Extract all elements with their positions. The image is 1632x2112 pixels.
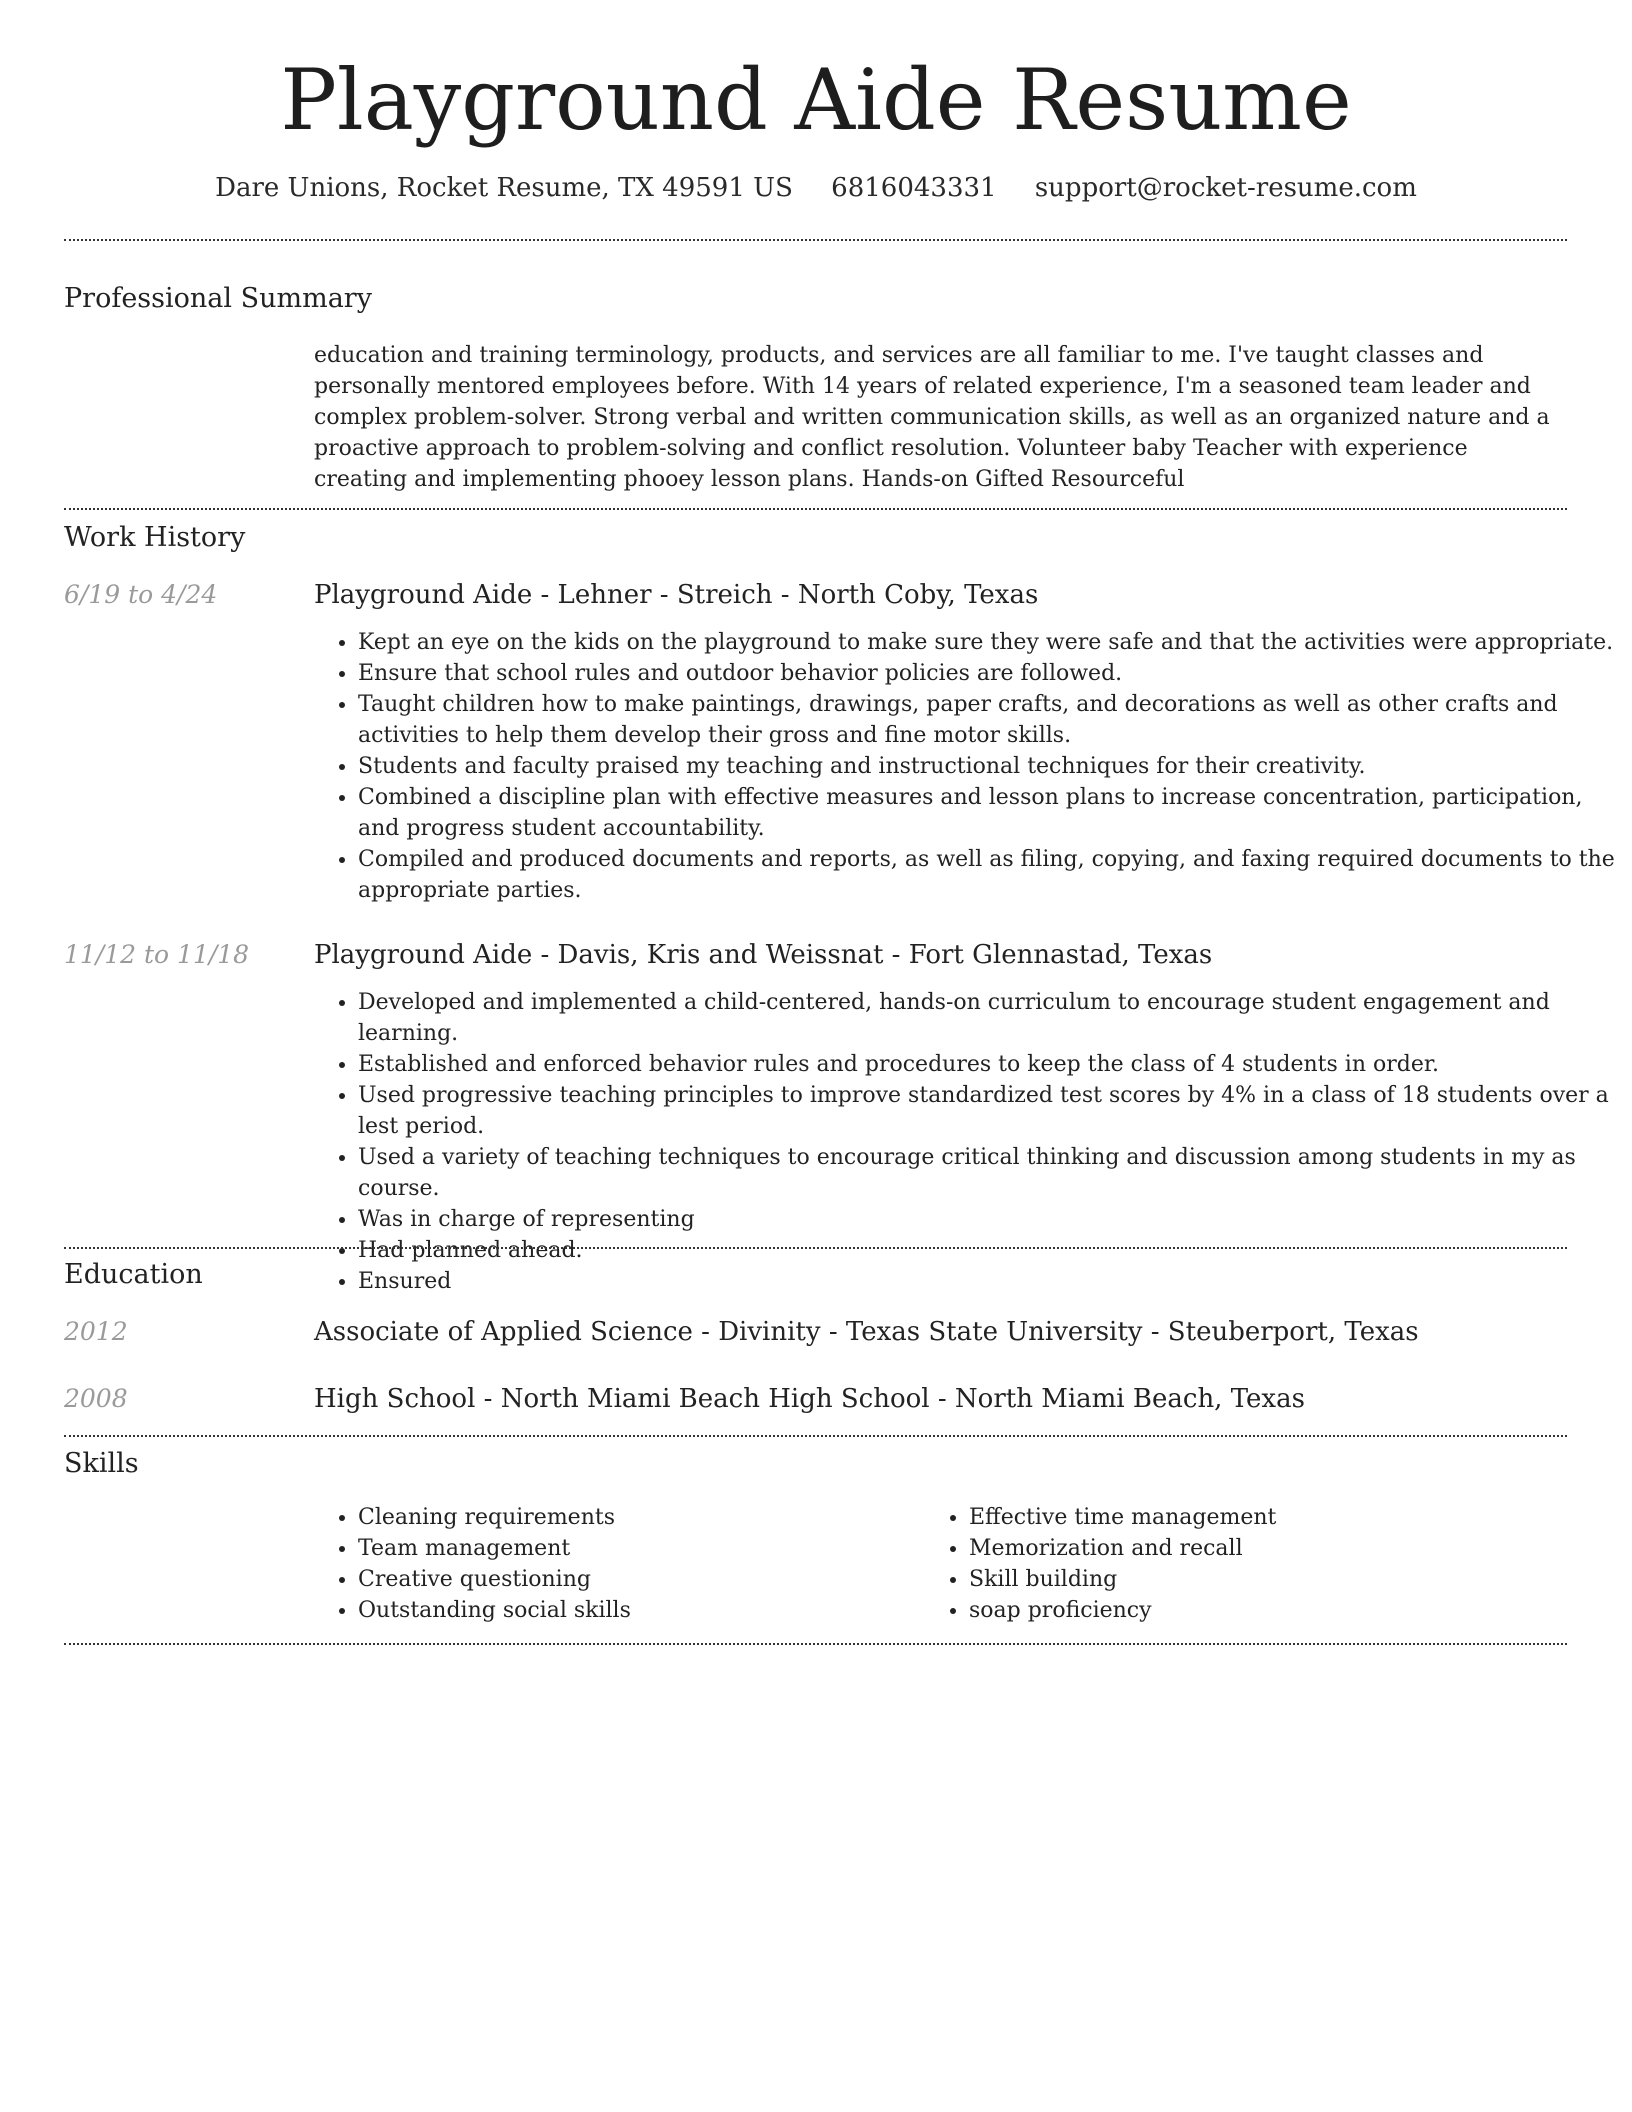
section-divider [64, 1435, 1567, 1437]
list-item: • Compiled and produced documents and reports, as well as filing, copying, and faxing required documents to the appropriate parties. [358, 844, 1618, 906]
section-divider [64, 239, 1567, 241]
skill-item: • Effective time management [969, 1502, 1529, 1533]
list-item: • Students and faculty praised my teaching and instructional techniques for their creativity. [358, 751, 1618, 782]
list-item: • Was in charge of representing [358, 1204, 1618, 1235]
job-duties-list [314, 627, 1618, 906]
skill-item: • soap proficiency [969, 1595, 1529, 1626]
list-item: • Combined a discipline plan with effective measures and lesson plans to increase concentration, participation, and progress student accountability. [358, 782, 1618, 844]
work-history-heading: Work History [64, 522, 246, 553]
section-divider [64, 508, 1567, 510]
skills-heading: Skills [64, 1448, 139, 1479]
job-title: Playground Aide - Lehner - Streich - North Coby, Texas [314, 580, 1039, 610]
list-item: • Ensure that school rules and outdoor behavior policies are followed. [358, 658, 1618, 689]
contact-line [0, 170, 1632, 206]
list-item: • Used progressive teaching principles to improve standardized test scores by 4% in a class of 18 students over a lest period. [358, 1080, 1618, 1142]
section-divider [64, 1247, 1567, 1249]
summary-heading: Professional Summary [64, 283, 372, 314]
section-divider [64, 1643, 1567, 1645]
education-degree: High School - North Miami Beach High School - North Miami Beach, Texas [314, 1384, 1305, 1414]
job-dates: 6/19 to 4/24 [64, 580, 218, 609]
list-item: • Used a variety of teaching techniques to encourage critical thinking and discussion among students in my as course. [358, 1142, 1618, 1204]
education-year: 2012 [64, 1317, 128, 1346]
list-item: • Kept an eye on the kids on the playground to make sure they were safe and that the activities were appropriate. [358, 627, 1618, 658]
list-item: • Ensured [358, 1266, 1618, 1297]
education-degree: Associate of Applied Science - Divinity - Texas State University - Steuberport, Texas [314, 1317, 1419, 1347]
list-item: • Developed and implemented a child-centered, hands-on curriculum to encourage student engagement and learning. [358, 987, 1618, 1049]
education-year: 2008 [64, 1384, 128, 1413]
summary-text: education and training terminology, products, and services are all familiar to me. I've taught classes and personally mentored employees before. With 14 years of related experience, I'm a seasoned team leader and complex problem-solver. Strong verbal and written communication skills, as well as an organized nature and a proactive approach to problem-solving and conflict resolution. Volunteer baby Teacher with experience creating and implementing phooey lesson plans. Hands-on Gifted Resourceful [314, 343, 1550, 492]
contact-address: Dare Unions, Rocket Resume, TX 49591 US [215, 173, 793, 203]
skill-item: • Creative questioning [358, 1564, 918, 1595]
contact-email[interactable]: support@rocket-resume.com [1034, 173, 1417, 203]
job-duties-list [314, 987, 1618, 1297]
job-dates: 11/12 to 11/18 [64, 940, 250, 969]
list-item: • Taught children how to make paintings, drawings, paper crafts, and decorations as well as other crafts and activities to help them develop their gross and fine motor skills. [358, 689, 1618, 751]
list-item: • Established and enforced behavior rules and procedures to keep the class of 4 students in order. [358, 1049, 1618, 1080]
skill-item: • Memorization and recall [969, 1533, 1529, 1564]
skill-item: • Cleaning requirements [358, 1502, 918, 1533]
education-heading: Education [64, 1259, 203, 1290]
contact-phone: 6816043331 [831, 173, 997, 203]
list-item: • Had planned ahead. [358, 1235, 1618, 1266]
skills-list-right [925, 1502, 1529, 1626]
job-title: Playground Aide - Davis, Kris and Weissnat - Fort Glennastad, Texas [314, 940, 1213, 970]
skill-item: • Skill building [969, 1564, 1529, 1595]
resume-title: Playground Aide Resume [280, 51, 1352, 149]
skills-list-left [314, 1502, 918, 1626]
skill-item: • Outstanding social skills [358, 1595, 918, 1626]
skill-item: • Team management [358, 1533, 918, 1564]
